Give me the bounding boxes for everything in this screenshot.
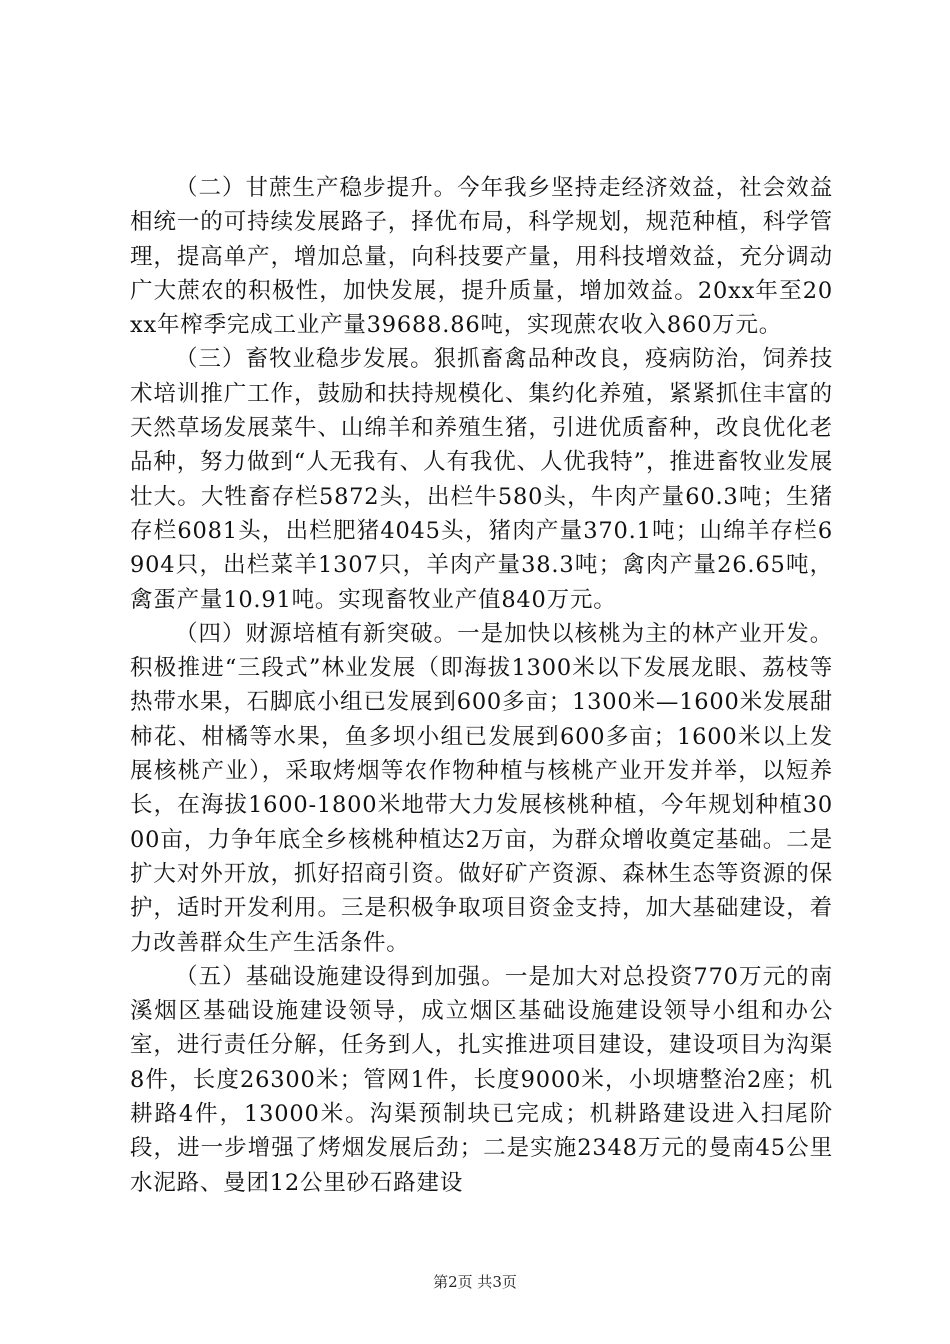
paragraph-livestock: （三）畜牧业稳步发展。狠抓畜禽品种改良，疫病防治，饲养技术培训推广工作，鼓励和扶持规模化、集约化养殖，紧紧抓住丰富的天然草场发展菜牛、山绵羊和养殖生猪，引进优质畜种，改良优化老品种，努力做到“人无我有、人有我优、人优我特”，推进畜牧业发展壮大。大牲畜存栏5872头，出栏牛580头，牛肉产量60.3吨；生猪存栏6081头，出栏肥猪4045头，猪肉产量370.1吨；山绵羊存栏6904只，出栏菜羊1307只，羊肉产量38.3吨；禽肉产量26.65吨，禽蛋产量10.91吨。实现畜牧业产值840万元。: [130, 346, 833, 613]
paragraph-sugarcane: （二）甘蔗生产稳步提升。今年我乡坚持走经济效益，社会效益相统一的可持续发展路子，择优布局，科学规划，规范种植，科学管理，提高单产，增加总量，向科技要产量，用科技增效益，充分调动广大蔗农的积极性，加快发展，提升质量，增加效益。20xx年至20xx年榨季完成工业产量39688.86吨，实现蔗农收入860万元。: [130, 175, 833, 339]
page-footer: 第2页 共3页: [433, 1273, 517, 1291]
paragraph-infrastructure: （五）基础设施建设得到加强。一是加大对总投资770万元的南溪烟区基础设施建设领导，成立烟区基础设施建设领导小组和办公室，进行责任分解，任务到人，扎实推进项目建设，建设项目为沟渠8件，长度26300米；管网1件，长度9000米，小坝塘整治2座；机耕路4件，13000米。沟渠预制块已完成；机耕路建设进入扫尾阶段，进一步增强了烤烟发展后劲；二是实施2348万元的曼南45公里水泥路、曼团12公里砂石路建设: [130, 963, 833, 1196]
document-body: [130, 171, 833, 1200]
paragraph-revenue: （四）财源培植有新突破。一是加快以核桃为主的林产业开发。积极推进“三段式”林业发展（即海拔1300米以下发展龙眼、荔枝等热带水果，石脚底小组已发展到600多亩；1300米—1600米发展甜柿花、柑橘等水果，鱼多坝小组已发展到600多亩；1600米以上发展核桃产业），采取烤烟等农作物种植与核桃产业开发并举，以短养长，在海拔1600-1800米地带大力发展核桃种植，今年规划种植3000亩，力争年底全乡核桃种植达2万亩，为群众增收奠定基础。二是扩大对外开放，抓好招商引资。做好矿产资源、森林生态等资源的保护，适时开发利用。三是积极争取项目资金支持，加大基础建设，着力改善群众生产生活条件。: [130, 620, 833, 956]
